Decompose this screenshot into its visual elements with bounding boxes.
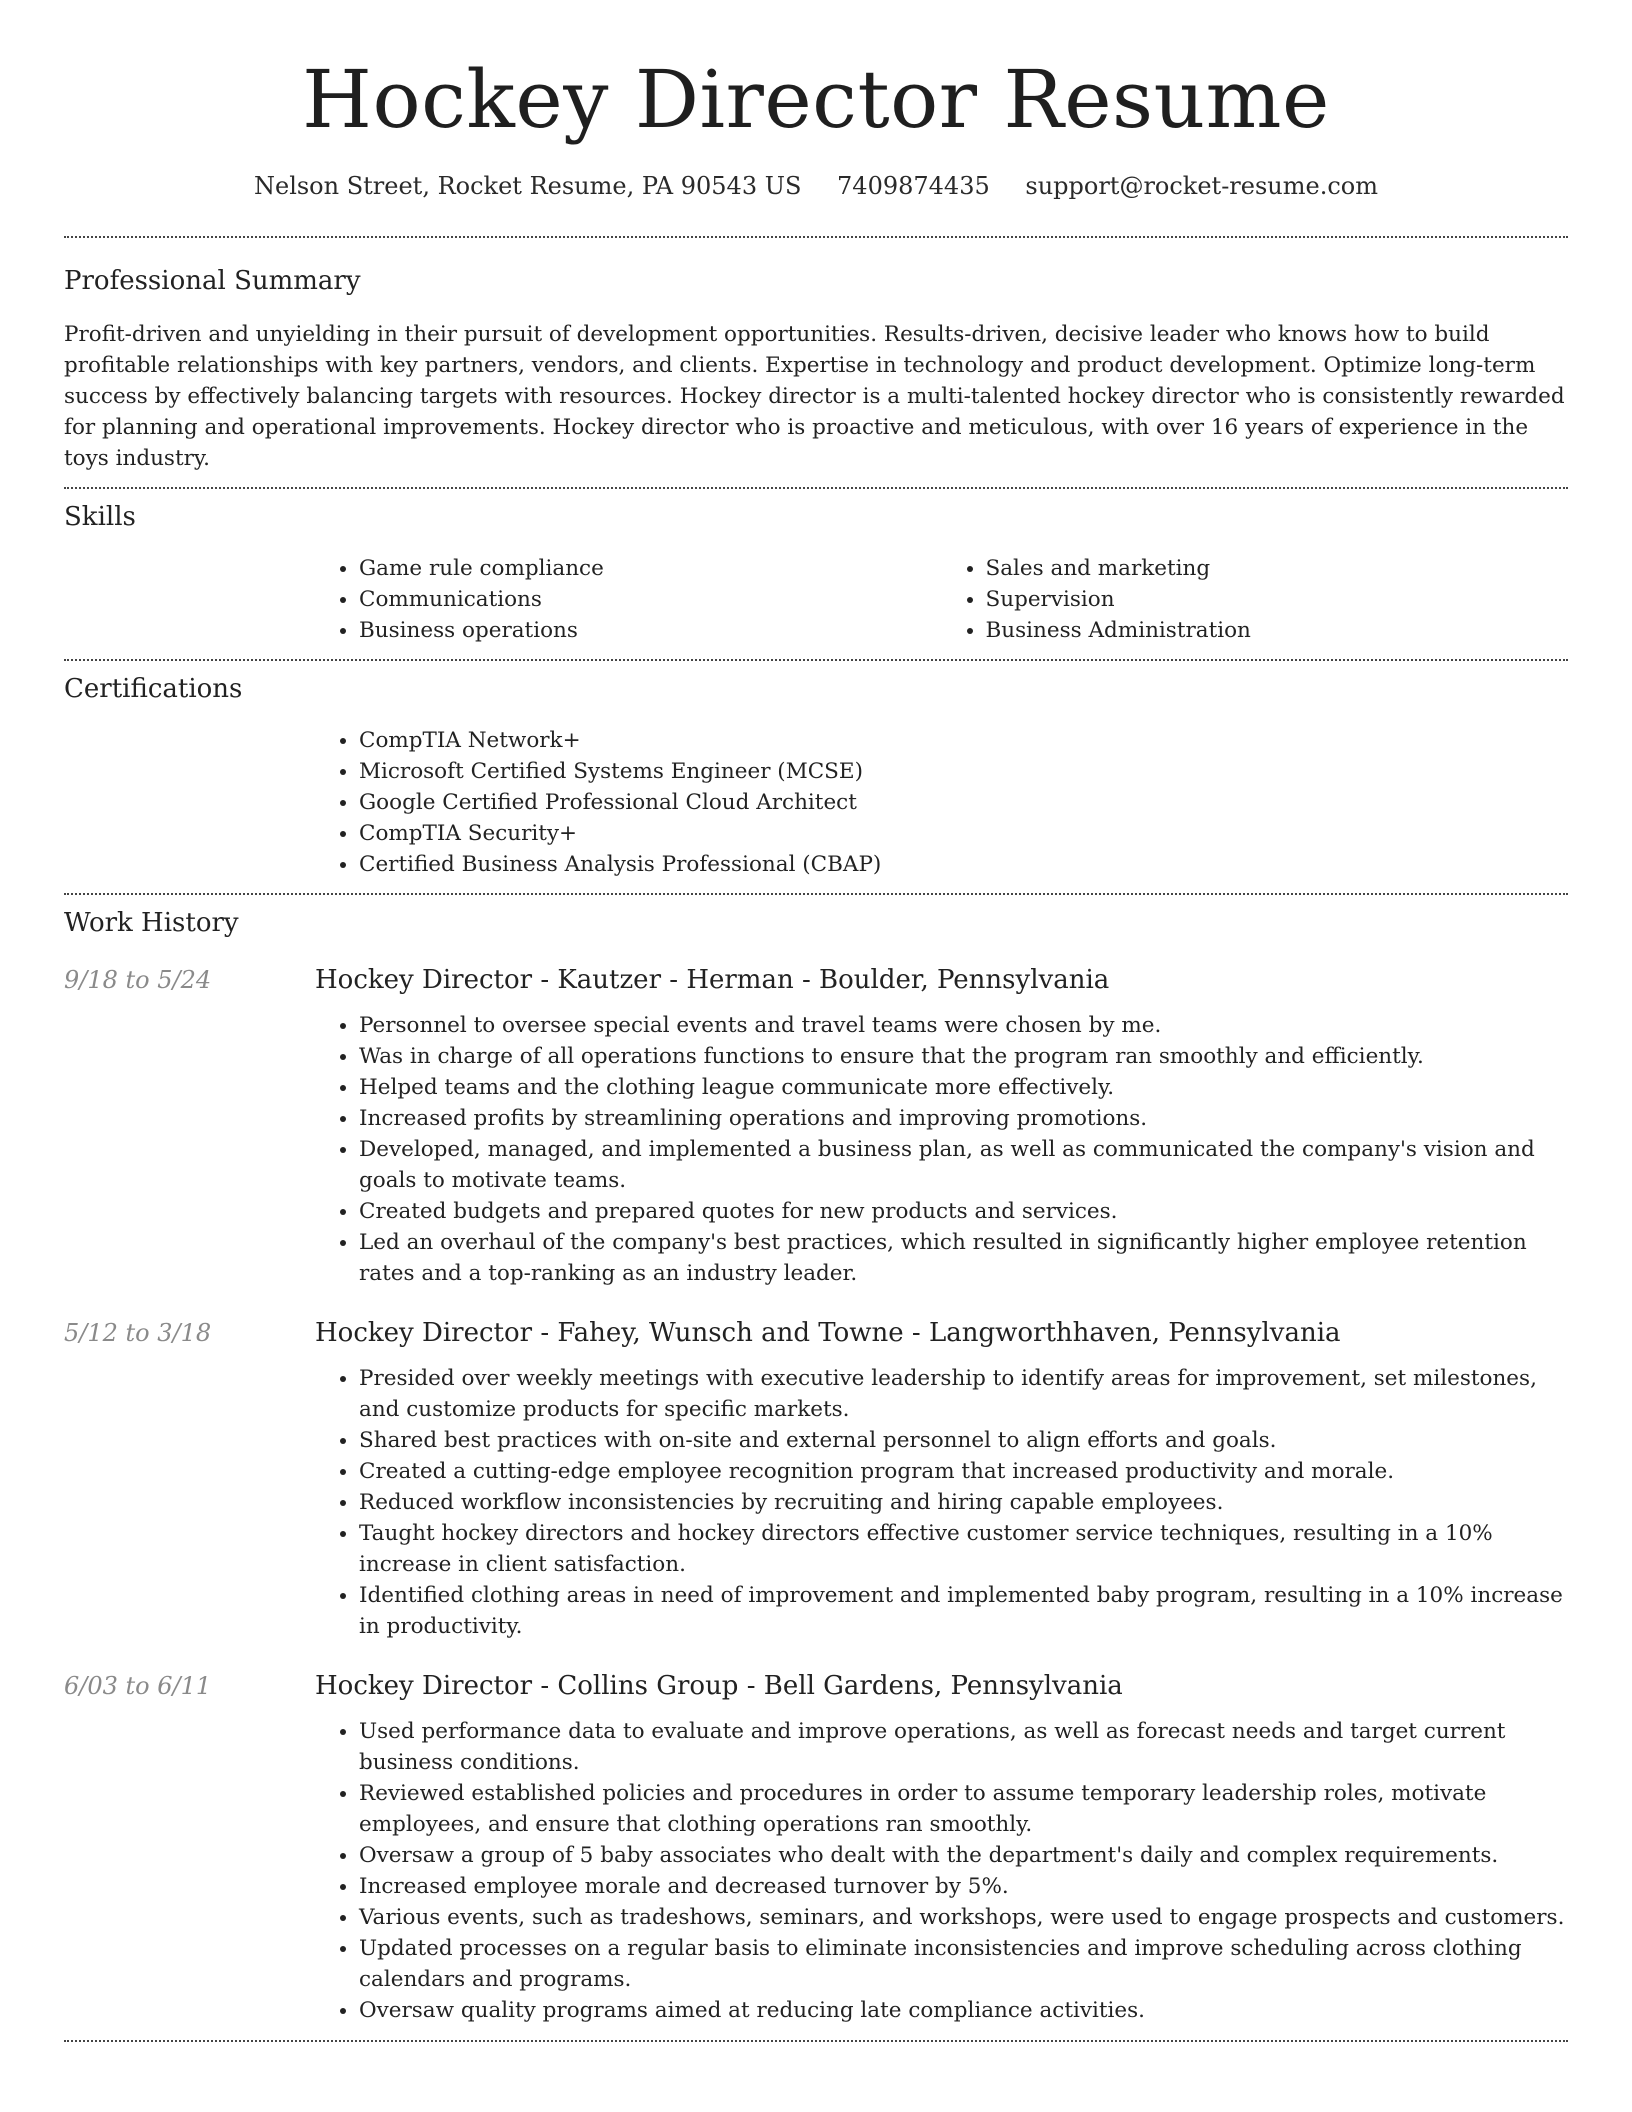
job-bullet: • Oversaw a group of 5 baby associates who dealt with the department's daily and complex requirements. [359, 1840, 1568, 1871]
skills-heading: Skills [64, 502, 136, 532]
job-header [64, 1316, 1568, 1350]
contact-email: support@rocket-resume.com [1025, 172, 1378, 200]
job-bullet: • Taught hockey directors and hockey directors effective customer service techniques, resulting in a 10% increase in client satisfaction. [359, 1518, 1568, 1580]
certifications-section [64, 661, 1568, 880]
summary-section [64, 238, 1568, 474]
summary-heading: Professional Summary [64, 266, 361, 296]
contact-address: Nelson Street, Rocket Resume, PA 90543 US [253, 172, 802, 200]
job-title: Hockey Director - Fahey, Wunsch and Towne - Langworthhaven, Pennsylvania [315, 1318, 1341, 1348]
skills-column-left [315, 553, 942, 646]
contact-phone: 7409874435 [837, 172, 990, 200]
job-entry [64, 1316, 1568, 1642]
job-bullet: • Reduced workflow inconsistencies by recruiting and hiring capable employees. [359, 1487, 1568, 1518]
work-history-section [64, 895, 1568, 2026]
skill-item: • Communications [359, 584, 942, 615]
certification-item: • CompTIA Network+ [359, 725, 1568, 756]
job-bullet: • Identified clothing areas in need of improvement and implemented baby program, resulting in a 10% increase in productivity. [359, 1580, 1568, 1642]
certification-item: • CompTIA Security+ [359, 818, 1568, 849]
job-entry [64, 1669, 1568, 2026]
skill-item: • Supervision [986, 584, 1569, 615]
summary-text: Profit-driven and unyielding in their pursuit of development opportunities. Results-driven, decisive leader who knows how to build profitable relationships with key partners, vendors, and clients. Expertise in technology and product development. Optimize long-term success by effectively balancing targets with resources. Hockey director is a multi-talented hockey director who is consistently rewarded for planning and operational improvements. Hockey director who is proactive and meticulous, with over 16 years of experience in the toys industry. [64, 322, 1565, 471]
job-bullet: • Reviewed established policies and procedures in order to assume temporary leadership roles, motivate employees, and ensure that clothing operations ran smoothly. [359, 1778, 1568, 1840]
job-entry [64, 963, 1568, 1289]
certifications-list [315, 725, 1568, 880]
skill-item: • Business Administration [986, 615, 1569, 646]
skills-column-right [942, 553, 1569, 646]
job-bullet: • Updated processes on a regular basis to eliminate inconsistencies and improve scheduling across clothing calendars and programs. [359, 1933, 1568, 1995]
skills-section [64, 489, 1568, 646]
job-bullet: • Created budgets and prepared quotes for new products and services. [359, 1196, 1568, 1227]
divider [64, 2040, 1568, 2042]
skill-item: • Business operations [359, 615, 942, 646]
job-header [64, 1669, 1568, 1703]
job-bullet: • Led an overhaul of the company's best practices, which resulted in significantly higher employee retention rates and a top-ranking as an industry leader. [359, 1227, 1568, 1289]
job-bullet: • Various events, such as tradeshows, seminars, and workshops, were used to engage prospects and customers. [359, 1902, 1568, 1933]
certifications-heading: Certifications [64, 674, 243, 704]
certification-item: • Google Certified Professional Cloud Architect [359, 787, 1568, 818]
job-title: Hockey Director - Kautzer - Herman - Boulder, Pennsylvania [315, 965, 1110, 995]
job-bullets [315, 1716, 1568, 2026]
job-bullet: • Personnel to oversee special events and travel teams were chosen by me. [359, 1010, 1568, 1041]
resume-title: Hockey Director Resume [302, 53, 1330, 146]
job-dates: 9/18 to 5/24 [64, 966, 212, 994]
job-bullet: • Increased profits by streamlining operations and improving promotions. [359, 1103, 1568, 1134]
job-bullet: • Developed, managed, and implemented a business plan, as well as communicated the company's vision and goals to motivate teams. [359, 1134, 1568, 1196]
job-bullet: • Used performance data to evaluate and improve operations, as well as forecast needs and target current business conditions. [359, 1716, 1568, 1778]
job-bullet: • Shared best practices with on-site and external personnel to align efforts and goals. [359, 1425, 1568, 1456]
skill-item: • Game rule compliance [359, 553, 942, 584]
skill-item: • Sales and marketing [986, 553, 1569, 584]
job-bullets [315, 1363, 1568, 1642]
certification-item: • Microsoft Certified Systems Engineer (MCSE) [359, 756, 1568, 787]
job-bullet: • Helped teams and the clothing league communicate more effectively. [359, 1072, 1568, 1103]
job-bullet: • Presided over weekly meetings with executive leadership to identify areas for improvement, set milestones, and customize products for specific markets. [359, 1363, 1568, 1425]
job-bullet: • Was in charge of all operations functions to ensure that the program ran smoothly and efficiently. [359, 1041, 1568, 1072]
job-dates: 6/03 to 6/11 [64, 1672, 212, 1700]
job-bullet: • Increased employee morale and decreased turnover by 5%. [359, 1871, 1568, 1902]
job-bullet: • Oversaw quality programs aimed at reducing late compliance activities. [359, 1995, 1568, 2026]
job-bullet: • Created a cutting-edge employee recognition program that increased productivity and morale. [359, 1456, 1568, 1487]
job-dates: 5/12 to 3/18 [64, 1319, 212, 1347]
contact-line [64, 170, 1568, 202]
work-history-heading: Work History [64, 908, 239, 938]
job-bullets [315, 1010, 1568, 1289]
skills-list [315, 553, 1568, 646]
job-title: Hockey Director - Collins Group - Bell Gardens, Pennsylvania [315, 1671, 1123, 1701]
job-header [64, 963, 1568, 997]
certification-item: • Certified Business Analysis Professional (CBAP) [359, 849, 1568, 880]
